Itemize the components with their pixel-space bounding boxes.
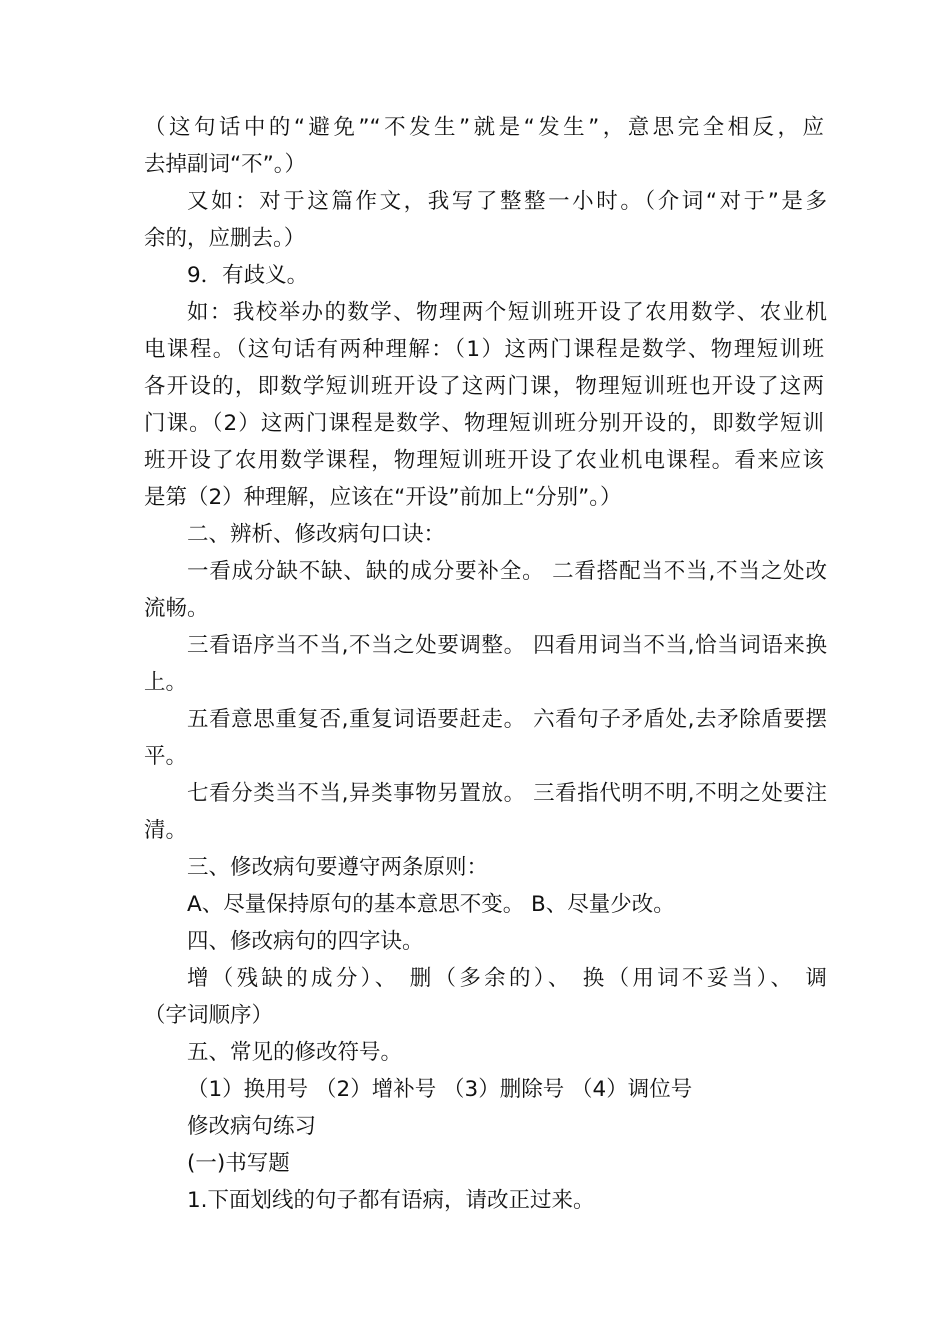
text-line: 七看分类当不当,异类事物另置放。 三看指代明不明,不明之处要注 — [187, 781, 827, 806]
section-heading: 五、常见的修改符号。 — [187, 1040, 403, 1065]
text-line: 1.下面划线的句子都有语病，请改正过来。 — [187, 1188, 595, 1213]
text-line: 班开设了农用数学课程，物理短训班开设了农业机电课程。看来应该 — [144, 448, 824, 473]
text-line: （这句话中的“避免”“不发生”就是“发生”，意思完全相反，应 — [144, 115, 824, 140]
text-line: 上。 — [144, 670, 188, 695]
text-line: 余的，应删去。） — [144, 226, 306, 251]
text-line: （1）换用号 （2）增补号 （3）删除号 （4）调位号 — [187, 1077, 693, 1102]
text-line: A、尽量保持原句的基本意思不变。 B、尽量少改。 — [187, 892, 675, 917]
text-line: 清。 — [144, 818, 188, 843]
text-line: 电课程。（这句话有两种理解：（1）这两门课程是数学、物理短训班 — [144, 337, 824, 362]
section-heading: 二、辨析、修改病句口诀： — [187, 522, 446, 547]
text-line: 去掉副词“不”。） — [144, 152, 307, 177]
section-heading: 修改病句练习 — [187, 1114, 317, 1139]
text-line: 门课。（2）这两门课程是数学、物理短训班分别开设的，即数学短训 — [144, 411, 824, 436]
section-heading: 四、修改病句的四字诀。 — [187, 929, 424, 954]
text-line: 又如：对于这篇作文，我写了整整一小时。（介词“对于”是多 — [187, 189, 827, 214]
text-line: 一看成分缺不缺、缺的成分要补全。 二看搭配当不当,不当之处改 — [187, 559, 827, 584]
text-line: 三看语序当不当,不当之处要调整。 四看用词当不当,恰当词语来换 — [187, 633, 827, 658]
text-line: 增（残缺的成分）、 删（多余的）、 换（用词不妥当）、 调 — [187, 966, 827, 991]
section-heading: 三、修改病句要遵守两条原则： — [187, 855, 489, 880]
section-heading: 9．有歧义。 — [187, 263, 309, 288]
text-line: 平。 — [144, 744, 188, 769]
text-line: （字词顺序） — [144, 1003, 274, 1028]
text-line: 各开设的，即数学短训班开设了这两门课，物理短训班也开设了这两 — [144, 374, 824, 399]
text-line: 流畅。 — [144, 596, 209, 621]
text-line: 是第（2）种理解，应该在“开设”前加上“分别”。） — [144, 485, 622, 510]
section-heading: (一)书写题 — [187, 1151, 290, 1176]
text-line: 如：我校举办的数学、物理两个短训班开设了农用数学、农业机 — [187, 300, 827, 325]
text-line: 五看意思重复否,重复词语要赶走。 六看句子矛盾处,去矛除盾要摆 — [187, 707, 827, 732]
